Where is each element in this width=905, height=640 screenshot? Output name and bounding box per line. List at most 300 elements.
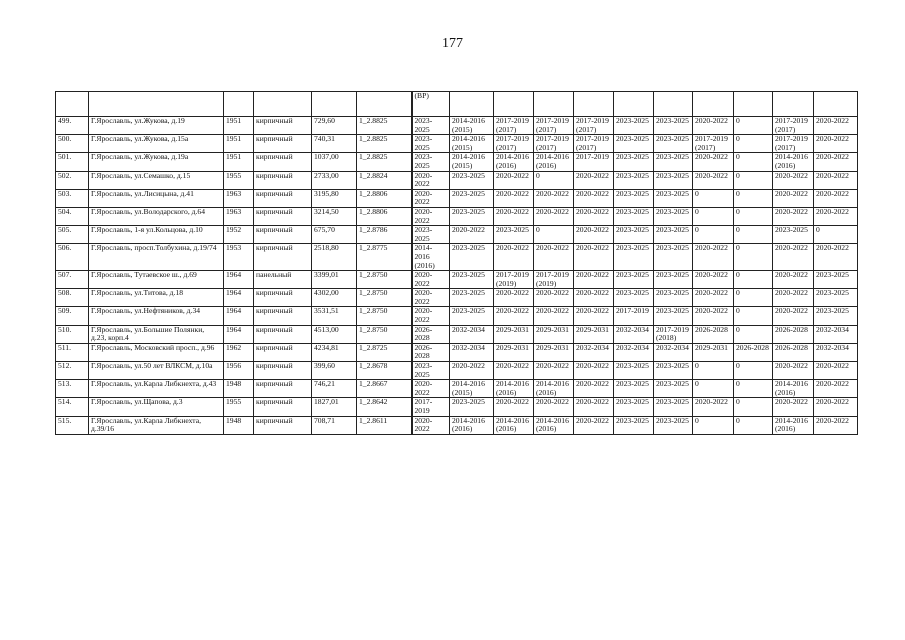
table-cell: 2026-2028 xyxy=(773,343,814,361)
table-cell: 2029-2031 xyxy=(494,343,534,361)
table-cell: 2017-2019 (2017) xyxy=(534,117,574,135)
table-cell: 2020-2022 xyxy=(574,380,614,398)
table-cell: 512. xyxy=(56,362,89,380)
table-cell: кирпичный xyxy=(254,362,312,380)
table-cell: Г.Ярославль, ул.Жукова, д.15а xyxy=(89,135,224,153)
table-cell: Г.Ярославль, ул.Жукова, д.19а xyxy=(89,153,224,171)
table-cell: 2020-2022 xyxy=(773,189,814,207)
table-cell: 2014-2016 (2016) xyxy=(534,416,574,434)
table-cell: кирпичный xyxy=(254,171,312,189)
table-cell: 1_2.8806 xyxy=(357,207,412,225)
header-cell xyxy=(254,92,312,117)
table-cell: 2023-2025 xyxy=(614,171,654,189)
header-cell xyxy=(814,92,858,117)
table-cell: 2017-2019 (2017) xyxy=(773,135,814,153)
table-cell: 2014-2016 (2016) xyxy=(494,416,534,434)
table-cell: 0 xyxy=(734,307,773,325)
table-cell: 2020-2022 xyxy=(693,271,734,289)
table-cell: 1951 xyxy=(224,117,254,135)
header-cell xyxy=(534,92,574,117)
table-cell: 2020-2022 xyxy=(494,307,534,325)
table-cell: 0 xyxy=(734,244,773,271)
table-cell: 2020-2022 xyxy=(574,207,614,225)
table-cell: 2020-2022 xyxy=(494,171,534,189)
table-cell: 2020-2022 xyxy=(814,117,858,135)
table-cell: 2023-2025 xyxy=(450,398,494,416)
table-cell: 2014-2016 (2016) xyxy=(494,380,534,398)
table-cell: 4513,00 xyxy=(312,325,357,343)
table-cell: 1_2.8667 xyxy=(357,380,412,398)
table-cell: 1963 xyxy=(224,207,254,225)
table-cell: 2020-2022 xyxy=(494,189,534,207)
table-cell: 1_2.8750 xyxy=(357,325,412,343)
table-cell: Г.Ярославль, 1-я ул.Кольцова, д.10 xyxy=(89,226,224,244)
header-cell xyxy=(56,92,89,117)
table-cell: 2020-2022 xyxy=(814,380,858,398)
header-cell: (ВР) xyxy=(412,92,450,117)
table-row xyxy=(56,380,858,398)
table-row xyxy=(56,207,858,225)
table-cell: 2023-2025 xyxy=(614,289,654,307)
header-cell xyxy=(773,92,814,117)
table-cell: 1948 xyxy=(224,416,254,434)
table-cell: 2020-2022 xyxy=(693,244,734,271)
table-cell: 499. xyxy=(56,117,89,135)
table-cell: 3195,80 xyxy=(312,189,357,207)
table-cell: 0 xyxy=(734,380,773,398)
table-cell: 0 xyxy=(693,362,734,380)
table-cell: 1_2.8750 xyxy=(357,307,412,325)
table-cell: кирпичный xyxy=(254,117,312,135)
table-cell: 2014-2016 (2016) xyxy=(773,153,814,171)
table-cell: 399,60 xyxy=(312,362,357,380)
header-cell xyxy=(450,92,494,117)
page-number: 177 xyxy=(442,36,463,51)
table-cell: 2020-2022 xyxy=(814,398,858,416)
table-cell: 501. xyxy=(56,153,89,171)
table-cell: 0 xyxy=(693,207,734,225)
table-cell: 2020-2022 xyxy=(773,171,814,189)
table-cell: 0 xyxy=(693,189,734,207)
table-cell: 2023-2025 xyxy=(614,207,654,225)
table-cell: Г.Ярославль, ул.Щапова, д.3 xyxy=(89,398,224,416)
table-cell: 507. xyxy=(56,271,89,289)
table-cell: 1827,01 xyxy=(312,398,357,416)
table-cell: 2020-2022 xyxy=(773,307,814,325)
table-cell: 2020-2022 xyxy=(693,289,734,307)
table-cell: 2032-2034 xyxy=(814,325,858,343)
table-cell: 2020-2022 xyxy=(693,398,734,416)
table-cell: 1952 xyxy=(224,226,254,244)
table-row xyxy=(56,189,858,207)
table-cell: 0 xyxy=(734,189,773,207)
table-cell: 505. xyxy=(56,226,89,244)
table-cell: 2023-2025 xyxy=(412,362,450,380)
table-row xyxy=(56,117,858,135)
table-cell: 2020-2022 xyxy=(574,171,614,189)
table-cell: 2014-2016 (2016) xyxy=(450,416,494,434)
table-cell: 2020-2022 xyxy=(773,289,814,307)
table-cell: 2020-2022 xyxy=(574,226,614,244)
table-cell: 746,21 xyxy=(312,380,357,398)
table-cell: 2020-2022 xyxy=(574,416,614,434)
table-cell: 1964 xyxy=(224,289,254,307)
table-cell: 1_2.8806 xyxy=(357,189,412,207)
table-cell: 2023-2025 xyxy=(654,416,693,434)
table-cell: 2020-2022 xyxy=(574,398,614,416)
table-cell: 2020-2022 xyxy=(494,244,534,271)
table-cell: 3214,50 xyxy=(312,207,357,225)
table-cell: 2023-2025 xyxy=(412,153,450,171)
table-cell: 506. xyxy=(56,244,89,271)
table-cell: панельный xyxy=(254,271,312,289)
table-cell: Г.Ярославль, ул.50 лет ВЛКСМ, д.10а xyxy=(89,362,224,380)
table-cell: 3399,01 xyxy=(312,271,357,289)
table-cell: 0 xyxy=(734,135,773,153)
table-row xyxy=(56,171,858,189)
header-cell xyxy=(574,92,614,117)
table-cell: 2020-2022 xyxy=(450,362,494,380)
table-cell: 2020-2022 xyxy=(773,271,814,289)
table-cell: 1037,00 xyxy=(312,153,357,171)
table-cell: 2020-2022 xyxy=(494,207,534,225)
table-cell: 729,60 xyxy=(312,117,357,135)
table-cell: 0 xyxy=(734,289,773,307)
table-cell: 4234,81 xyxy=(312,343,357,361)
table-cell: 2020-2022 xyxy=(814,153,858,171)
header-cell xyxy=(224,92,254,117)
table-cell: 2020-2022 xyxy=(412,207,450,225)
table-cell: кирпичный xyxy=(254,207,312,225)
table-cell: 2026-2028 xyxy=(412,343,450,361)
table-row xyxy=(56,244,858,271)
table-cell: 2017-2019 xyxy=(574,153,614,171)
table-cell: кирпичный xyxy=(254,398,312,416)
table-cell: 2023-2025 xyxy=(614,189,654,207)
table-cell: кирпичный xyxy=(254,226,312,244)
table-cell: 2026-2028 xyxy=(412,325,450,343)
table-cell: 2014-2016 (2016) xyxy=(773,380,814,398)
table-cell: 2023-2025 xyxy=(654,271,693,289)
table-cell: 2020-2022 xyxy=(814,244,858,271)
table-cell: 2023-2025 xyxy=(614,380,654,398)
table-cell: кирпичный xyxy=(254,135,312,153)
table-cell: 513. xyxy=(56,380,89,398)
table-cell: 2020-2022 xyxy=(574,307,614,325)
table-cell: 2020-2022 xyxy=(412,307,450,325)
table-cell: 2023-2025 xyxy=(614,153,654,171)
table-cell: 2020-2022 xyxy=(773,398,814,416)
table-cell: 0 xyxy=(734,153,773,171)
table-cell: 2023-2025 xyxy=(614,416,654,434)
table-cell: 2023-2025 xyxy=(654,117,693,135)
table-cell: 3531,51 xyxy=(312,307,357,325)
table-cell: 2023-2025 xyxy=(654,244,693,271)
table-cell: 2020-2022 xyxy=(814,171,858,189)
table-cell: 2020-2022 xyxy=(412,289,450,307)
table-cell: 1_2.8824 xyxy=(357,171,412,189)
table-cell: 2023-2025 xyxy=(654,207,693,225)
table-cell: 0 xyxy=(693,416,734,434)
table-cell: 2023-2025 xyxy=(654,380,693,398)
table-cell: 0 xyxy=(534,226,574,244)
table-cell: 2518,80 xyxy=(312,244,357,271)
table-cell: 2014-2016 (2016) xyxy=(773,416,814,434)
header-cell xyxy=(614,92,654,117)
table-cell: 2020-2022 xyxy=(773,362,814,380)
table-row xyxy=(56,343,858,361)
table-cell: кирпичный xyxy=(254,343,312,361)
table-cell: 2014-2016 (2015) xyxy=(450,380,494,398)
table-cell: 502. xyxy=(56,171,89,189)
table-row xyxy=(56,362,858,380)
table-cell: 2017-2019 (2017) xyxy=(574,117,614,135)
table-cell: 2020-2022 xyxy=(693,153,734,171)
table-cell: кирпичный xyxy=(254,189,312,207)
table-cell: 1_2.8825 xyxy=(357,117,412,135)
table-cell: кирпичный xyxy=(254,325,312,343)
table-cell: 2017-2019 (2017) xyxy=(494,135,534,153)
header-cell xyxy=(693,92,734,117)
table-cell: 2023-2025 xyxy=(450,189,494,207)
table-cell: 1964 xyxy=(224,307,254,325)
table-cell: 2023-2025 xyxy=(654,398,693,416)
table-cell: 2020-2022 xyxy=(494,398,534,416)
table-cell: 0 xyxy=(734,207,773,225)
header-cell xyxy=(494,92,534,117)
table-cell: 1948 xyxy=(224,380,254,398)
table-cell: кирпичный xyxy=(254,307,312,325)
table-cell: 1964 xyxy=(224,325,254,343)
table-cell: 2029-2031 xyxy=(693,343,734,361)
table-cell: 2023-2025 xyxy=(614,135,654,153)
table-cell: 2020-2022 xyxy=(773,207,814,225)
table-row xyxy=(56,307,858,325)
table-cell: 2020-2022 xyxy=(693,307,734,325)
table-cell: 0 xyxy=(734,398,773,416)
table-row xyxy=(56,153,858,171)
table-cell: 2014-2016 (2015) xyxy=(450,153,494,171)
table-cell: 2020-2022 xyxy=(534,362,574,380)
table-cell: 500. xyxy=(56,135,89,153)
header-cell xyxy=(734,92,773,117)
table-cell: 2020-2022 xyxy=(412,416,450,434)
table-cell: 0 xyxy=(693,380,734,398)
table-cell: 2733,00 xyxy=(312,171,357,189)
table-cell: 0 xyxy=(734,171,773,189)
table-cell: 511. xyxy=(56,343,89,361)
table-cell: 2020-2022 xyxy=(494,362,534,380)
table-cell: кирпичный xyxy=(254,244,312,271)
table-cell: 1955 xyxy=(224,398,254,416)
table-cell: 1_2.8642 xyxy=(357,398,412,416)
table-cell: 2023-2025 xyxy=(654,289,693,307)
table-cell: 2023-2025 xyxy=(614,362,654,380)
table-cell: 2023-2025 xyxy=(614,226,654,244)
table-cell: 508. xyxy=(56,289,89,307)
table-cell: Г.Ярославль, ул.Лисицына, д.41 xyxy=(89,189,224,207)
housing-register-table xyxy=(55,91,858,435)
table-cell: 0 xyxy=(814,226,858,244)
table-cell: 2017-2019 xyxy=(614,307,654,325)
table-cell: 2020-2022 xyxy=(814,362,858,380)
table-cell: 2023-2025 xyxy=(614,398,654,416)
table-cell: 1_2.8725 xyxy=(357,343,412,361)
table-row xyxy=(56,325,858,343)
table-cell: 2020-2022 xyxy=(534,398,574,416)
table-cell: Г.Ярославль, ул.Семашко, д.15 xyxy=(89,171,224,189)
table-cell: 0 xyxy=(734,362,773,380)
table-cell: 2020-2022 xyxy=(412,189,450,207)
table-cell: 2020-2022 xyxy=(693,171,734,189)
table-cell: 1963 xyxy=(224,189,254,207)
table-cell: 515. xyxy=(56,416,89,434)
table-cell: 1_2.8786 xyxy=(357,226,412,244)
table-cell: 0 xyxy=(734,271,773,289)
table-cell: 2020-2022 xyxy=(693,117,734,135)
table-cell: 2029-2031 xyxy=(534,343,574,361)
table-cell: 2020-2022 xyxy=(534,307,574,325)
table-cell: Г.Ярославль, просп.Толбухина, д.19/74 xyxy=(89,244,224,271)
table-cell: 1_2.8775 xyxy=(357,244,412,271)
table-cell: 503. xyxy=(56,189,89,207)
table-cell: 4302,00 xyxy=(312,289,357,307)
table-cell: 0 xyxy=(693,226,734,244)
table-cell: Г.Ярославль, ул.Титова, д.18 xyxy=(89,289,224,307)
table-cell: 2020-2022 xyxy=(534,289,574,307)
table-cell: кирпичный xyxy=(254,153,312,171)
table-cell: 514. xyxy=(56,398,89,416)
table-cell: 2017-2019 xyxy=(412,398,450,416)
table-cell: 1951 xyxy=(224,153,254,171)
table-cell: 2020-2022 xyxy=(814,207,858,225)
table-row xyxy=(56,416,858,434)
table-cell: 2020-2022 xyxy=(534,244,574,271)
table-cell: Г.Ярославль, ул.Большие Полянки, д.23, корп.4 xyxy=(89,325,224,343)
table-cell: Г.Ярославль, Тутаевское ш., д.69 xyxy=(89,271,224,289)
table-cell: 1_2.8611 xyxy=(357,416,412,434)
table-cell: 2014-2016 (2016) xyxy=(534,380,574,398)
table-cell: 2023-2025 xyxy=(773,226,814,244)
table-cell: 2023-2025 xyxy=(450,307,494,325)
table-cell: 2032-2034 xyxy=(450,325,494,343)
table-cell: 708,71 xyxy=(312,416,357,434)
table-cell: 0 xyxy=(734,117,773,135)
table-cell: 2023-2025 xyxy=(450,207,494,225)
table-cell: 2032-2034 xyxy=(614,343,654,361)
table-cell: Г.Ярославль, ул.Карла Либкнехта, д.39/16 xyxy=(89,416,224,434)
table-cell: 2023-2025 xyxy=(654,153,693,171)
table-cell: 2020-2022 xyxy=(574,289,614,307)
table-cell: 0 xyxy=(734,325,773,343)
table-cell: 2029-2031 xyxy=(534,325,574,343)
table-cell: кирпичный xyxy=(254,380,312,398)
table-cell: 2026-2028 xyxy=(734,343,773,361)
table-cell: 1953 xyxy=(224,244,254,271)
table-cell: 2029-2031 xyxy=(494,325,534,343)
table-cell: 2020-2022 xyxy=(412,380,450,398)
table-cell: 510. xyxy=(56,325,89,343)
table-cell: кирпичный xyxy=(254,289,312,307)
table-cell: 2014-2016 (2016) xyxy=(534,153,574,171)
table-cell: 2023-2025 xyxy=(614,117,654,135)
table-cell: 2020-2022 xyxy=(773,244,814,271)
table-cell: 2020-2022 xyxy=(412,271,450,289)
table-cell: 2020-2022 xyxy=(574,244,614,271)
table-cell: 2023-2025 xyxy=(814,307,858,325)
table-cell: 2032-2034 xyxy=(814,343,858,361)
table-cell: 2017-2019 (2019) xyxy=(494,271,534,289)
table-cell: 1_2.8825 xyxy=(357,135,412,153)
table-cell: 2020-2022 xyxy=(534,207,574,225)
table-cell: 2023-2025 xyxy=(412,226,450,244)
table-cell: 2023-2025 xyxy=(814,289,858,307)
table-cell: Г.Ярославль, ул.Нефтяников, д.34 xyxy=(89,307,224,325)
table-cell: 2020-2022 xyxy=(814,416,858,434)
table-cell: 2014-2016 (2015) xyxy=(450,135,494,153)
table-cell: 2020-2022 xyxy=(494,289,534,307)
table-row xyxy=(56,226,858,244)
table-cell: 2023-2025 xyxy=(614,244,654,271)
table-cell: Г.Ярославль, Московский просп., д.96 xyxy=(89,343,224,361)
table-cell: Г.Ярославль, ул.Карла Либкнехта, д.43 xyxy=(89,380,224,398)
table-cell: 2020-2022 xyxy=(814,135,858,153)
table-cell: 2029-2031 xyxy=(574,325,614,343)
table-cell: 740,31 xyxy=(312,135,357,153)
table-cell: 2020-2022 xyxy=(574,362,614,380)
table-cell: 2032-2034 xyxy=(654,343,693,361)
table-cell: 2023-2025 xyxy=(654,171,693,189)
table-cell: 2023-2025 xyxy=(654,307,693,325)
table-cell: 2023-2025 xyxy=(450,271,494,289)
table-cell: 2032-2034 xyxy=(614,325,654,343)
header-cell xyxy=(654,92,693,117)
table-cell: 2026-2028 xyxy=(773,325,814,343)
table-cell: 675,70 xyxy=(312,226,357,244)
table-cell: 1_2.8750 xyxy=(357,271,412,289)
table-cell: 2032-2034 xyxy=(450,343,494,361)
table-cell: 504. xyxy=(56,207,89,225)
table-cell: 2014-2016 (2016) xyxy=(494,153,534,171)
table-cell: 2023-2025 xyxy=(654,189,693,207)
table-cell: 2023-2025 xyxy=(494,226,534,244)
table-cell: 2017-2019 (2017) xyxy=(693,135,734,153)
table-cell: 2023-2025 xyxy=(654,362,693,380)
table-cell: кирпичный xyxy=(254,416,312,434)
table-cell: 2017-2019 (2019) xyxy=(534,271,574,289)
table-cell: 2020-2022 xyxy=(534,189,574,207)
table-cell: 2014-2016 (2016) xyxy=(412,244,450,271)
table-cell: 0 xyxy=(534,171,574,189)
header-cell xyxy=(357,92,412,117)
table-cell: 2023-2025 xyxy=(412,135,450,153)
table-cell: 2026-2028 xyxy=(693,325,734,343)
table-cell: 2023-2025 xyxy=(614,271,654,289)
table-cell: 0 xyxy=(734,416,773,434)
table-row xyxy=(56,271,858,289)
table-cell: 2020-2022 xyxy=(814,189,858,207)
table-cell: 1_2.8825 xyxy=(357,153,412,171)
table-cell: 509. xyxy=(56,307,89,325)
table-cell: 2017-2019 (2017) xyxy=(494,117,534,135)
table-cell: 2020-2022 xyxy=(574,271,614,289)
table-row xyxy=(56,398,858,416)
table-cell: 2017-2019 (2017) xyxy=(534,135,574,153)
table-cell: 2017-2019 (2017) xyxy=(773,117,814,135)
table-cell: 2023-2025 xyxy=(654,135,693,153)
table-cell: 2023-2025 xyxy=(654,226,693,244)
table-cell: 2017-2019 (2017) xyxy=(574,135,614,153)
